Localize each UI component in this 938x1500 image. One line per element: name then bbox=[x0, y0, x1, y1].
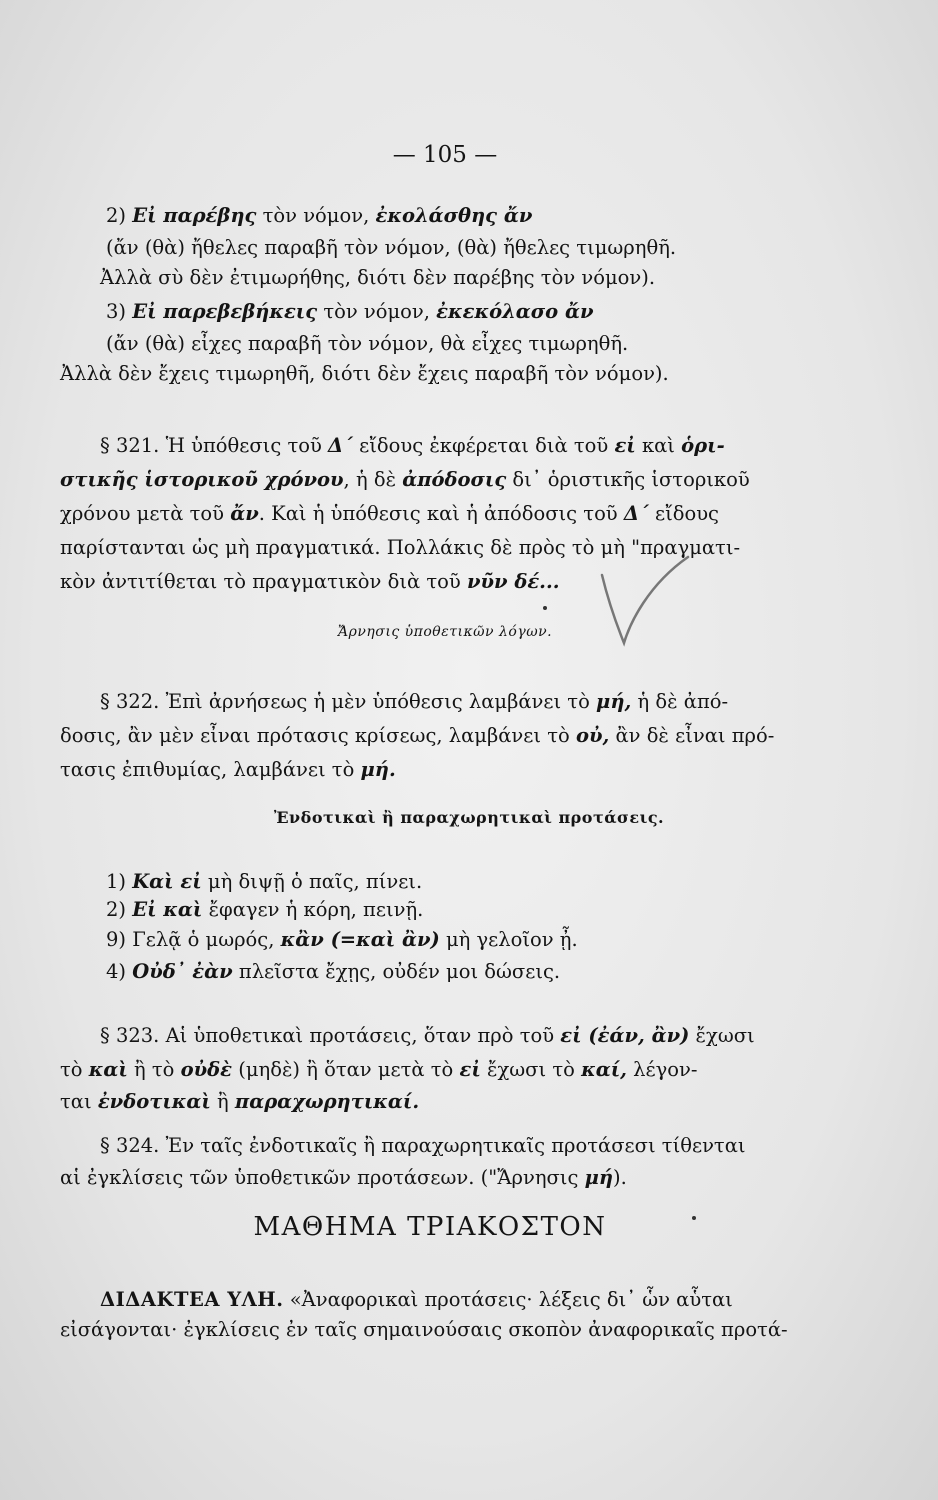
text: μὴ διψῇ ὁ παῖς, πίνει. bbox=[207, 870, 423, 893]
emphasis: ἄν bbox=[230, 502, 259, 525]
text: § 321. Ἡ ὑπόθεσις τοῦ bbox=[100, 434, 322, 457]
translation-line: (ἄν (θὰ) ἤθελες παραβῆ τὸν νόμον, (θὰ) ἤθελες τιμωρηθῆ. bbox=[106, 236, 677, 259]
subheading: ΔΙΔΑΚΤΕΑ ΥΛΗ. bbox=[100, 1288, 284, 1311]
text: δοσις, ἂν μὲν εἶναι πρότασις κρίσεως, λαμβάνει τὸ bbox=[60, 724, 570, 747]
section-321-line-3 bbox=[60, 500, 719, 528]
section-321-line-4: παρίστανται ὡς μὴ πραγματικά. Πολλάκις δὲ πρὸς τὸ μὴ "πραγματι- bbox=[60, 536, 741, 559]
emphasis: μή bbox=[584, 1166, 614, 1189]
text: ). bbox=[613, 1166, 627, 1189]
section-323-line-1 bbox=[100, 1022, 755, 1050]
emphasis: οὐδὲ bbox=[180, 1058, 233, 1081]
emphasis: εἰ (ἐάν, ἂν) bbox=[560, 1024, 690, 1047]
section-322-line-2 bbox=[60, 722, 774, 750]
text: . Καὶ ἡ ὑπόθεσις καὶ ἡ ἀπόδοσις τοῦ bbox=[258, 502, 618, 525]
text: Γελᾷ ὁ μωρός, bbox=[132, 928, 275, 951]
text: αἱ ἐγκλίσεις τῶν ὑποθετικῶν προτάσεων. ("Ἄρνησις bbox=[60, 1166, 579, 1189]
section-321-line-5 bbox=[60, 568, 560, 596]
text: κὸν ἀντιτίθεται τὸ πραγματικὸν διὰ τοῦ bbox=[60, 570, 461, 593]
protasis-keyword: Εἰ παρεβεβήκεις bbox=[132, 300, 318, 323]
translation-line: Ἀλλὰ δὲν ἔχεις τιμωρηθῆ, διότι δὲν ἔχεις παραβῆ τὸν νόμον). bbox=[60, 362, 669, 385]
example-line-2 bbox=[106, 202, 532, 230]
text: λέγον- bbox=[633, 1058, 698, 1081]
example-number: 1) bbox=[106, 870, 127, 893]
section-321-line-2 bbox=[60, 466, 750, 494]
emphasis: Καὶ εἰ bbox=[132, 870, 202, 893]
apodosis-keyword: ἐκολάσθης ἄν bbox=[375, 204, 533, 227]
emphasis: μή, bbox=[596, 690, 632, 713]
text: § 323. Αἱ ὑποθετικαὶ προτάσεις, ὅταν πρὸ τοῦ bbox=[100, 1024, 555, 1047]
emphasis: εἰ bbox=[614, 434, 636, 457]
lesson-intro-line-2: εἰσάγονται· ἐγκλίσεις ἐν ταῖς σημαινούσαις σκοπὸν ἀναφορικαῖς προτά- bbox=[60, 1318, 788, 1341]
text: ἂν δὲ εἶναι πρό- bbox=[615, 724, 775, 747]
example-number: 3) bbox=[106, 300, 127, 323]
text: εἴδους ἐκφέρεται διὰ τοῦ bbox=[359, 434, 609, 457]
emphasis: εἰ bbox=[459, 1058, 481, 1081]
emphasis: Δ΄ bbox=[328, 434, 353, 457]
text: ἔχωσι bbox=[695, 1024, 755, 1047]
apodosis-keyword: ἐκεκόλασο ἄν bbox=[436, 300, 594, 323]
emphasis: Οὐδ᾽ ἐὰν bbox=[132, 960, 233, 983]
example-line-3 bbox=[106, 298, 594, 326]
section-323-line-3 bbox=[60, 1088, 419, 1116]
section-322-line-1 bbox=[100, 688, 728, 716]
example-text: τὸν νόμον, bbox=[262, 204, 370, 227]
text: ἢ bbox=[217, 1090, 229, 1113]
example-number: 2) bbox=[106, 204, 127, 227]
page-number: — 105 — bbox=[392, 142, 498, 168]
concessive-example-1 bbox=[106, 868, 422, 896]
protasis-keyword: Εἰ παρέβης bbox=[132, 204, 257, 227]
emphasis: Εἰ καὶ bbox=[132, 898, 203, 921]
text: δι᾽ ὁριστικῆς ἱστορικοῦ bbox=[512, 468, 750, 491]
emphasis: ἀπόδοσις bbox=[402, 468, 507, 491]
heading-negation: Ἄρνησις ὑποθετικῶν λόγων. bbox=[337, 624, 553, 640]
text: § 322. Ἐπὶ ἀρνήσεως ἡ μὲν ὑπόθεσις λαμβάνει τὸ bbox=[100, 690, 590, 713]
section-322-line-3 bbox=[60, 756, 396, 784]
lesson-title: ΜΑΘΗΜΑ ΤΡΙΑΚΟΣΤΟΝ bbox=[253, 1212, 607, 1242]
emphasis: καί, bbox=[581, 1058, 627, 1081]
translation-line: (ἄν (θὰ) εἶχες παραβῆ τὸν νόμον, θὰ εἶχες τιμωρηθῆ. bbox=[106, 332, 629, 355]
concessive-example-3 bbox=[106, 926, 578, 954]
concessive-example-2 bbox=[106, 896, 423, 924]
text: (μηδὲ) ἢ ὅταν μετὰ τὸ bbox=[238, 1058, 454, 1081]
emphasis: μή. bbox=[360, 758, 396, 781]
emphasis: οὐ, bbox=[575, 724, 610, 747]
emphasis: ὁρι- bbox=[681, 434, 725, 457]
ink-dot bbox=[692, 1216, 696, 1220]
section-324-line-2 bbox=[60, 1164, 627, 1192]
heading-concessive: Ἐνδοτικαὶ ἢ παραχωρητικαὶ προτάσεις. bbox=[273, 808, 665, 827]
section-321-line-1 bbox=[100, 432, 826, 460]
text: χρόνου μετὰ τοῦ bbox=[60, 502, 224, 525]
text: ται bbox=[60, 1090, 92, 1113]
text: πλεῖστα ἔχῃς, οὐδέν μοι δώσεις. bbox=[238, 960, 561, 983]
example-number: 4) bbox=[106, 960, 127, 983]
emphasis: κἂν (=καὶ ἂν) bbox=[280, 928, 440, 951]
emphasis: νῦν δέ... bbox=[466, 570, 560, 593]
concessive-example-4 bbox=[106, 958, 560, 986]
emphasis: παραχωρητικαί. bbox=[234, 1090, 420, 1113]
text: ἢ τὸ bbox=[134, 1058, 175, 1081]
section-323-line-2 bbox=[60, 1056, 697, 1084]
emphasis: Δ΄ bbox=[623, 502, 649, 525]
lesson-intro-line-1 bbox=[100, 1286, 733, 1314]
emphasis: ἐνδοτικαὶ bbox=[97, 1090, 211, 1113]
emphasis: στικῆς ἱστορικοῦ χρόνου bbox=[60, 468, 344, 491]
translation-line: Ἀλλὰ σὺ δὲν ἐτιμωρήθης, διότι δὲν παρέβης τὸν νόμον). bbox=[100, 266, 656, 289]
text: , ἡ δὲ bbox=[343, 468, 397, 491]
text: καὶ bbox=[641, 434, 675, 457]
text: τασις ἐπιθυμίας, λαμβάνει τὸ bbox=[60, 758, 355, 781]
text: ἔχωσι τὸ bbox=[487, 1058, 575, 1081]
text: ἔφαγεν ἡ κόρη, πεινῇ. bbox=[208, 898, 424, 921]
example-number: 9) bbox=[106, 928, 127, 951]
example-text: τὸν νόμον, bbox=[323, 300, 430, 323]
example-number: 2) bbox=[106, 898, 127, 921]
emphasis: καὶ bbox=[88, 1058, 128, 1081]
text: εἴδους bbox=[654, 502, 719, 525]
text: ἡ δὲ ἀπό- bbox=[637, 690, 729, 713]
text: «Ἀναφορικαὶ προτάσεις· λέξεις δι᾽ ὧν αὗται bbox=[289, 1288, 733, 1311]
text: μὴ γελοῖον ᾖ. bbox=[445, 928, 578, 951]
section-324-line-1: § 324. Ἐν ταῖς ἐνδοτικαῖς ἢ παραχωρητικαῖς προτάσεσι τίθενται bbox=[100, 1134, 746, 1157]
ink-dot bbox=[543, 606, 547, 610]
text: τὸ bbox=[60, 1058, 83, 1081]
